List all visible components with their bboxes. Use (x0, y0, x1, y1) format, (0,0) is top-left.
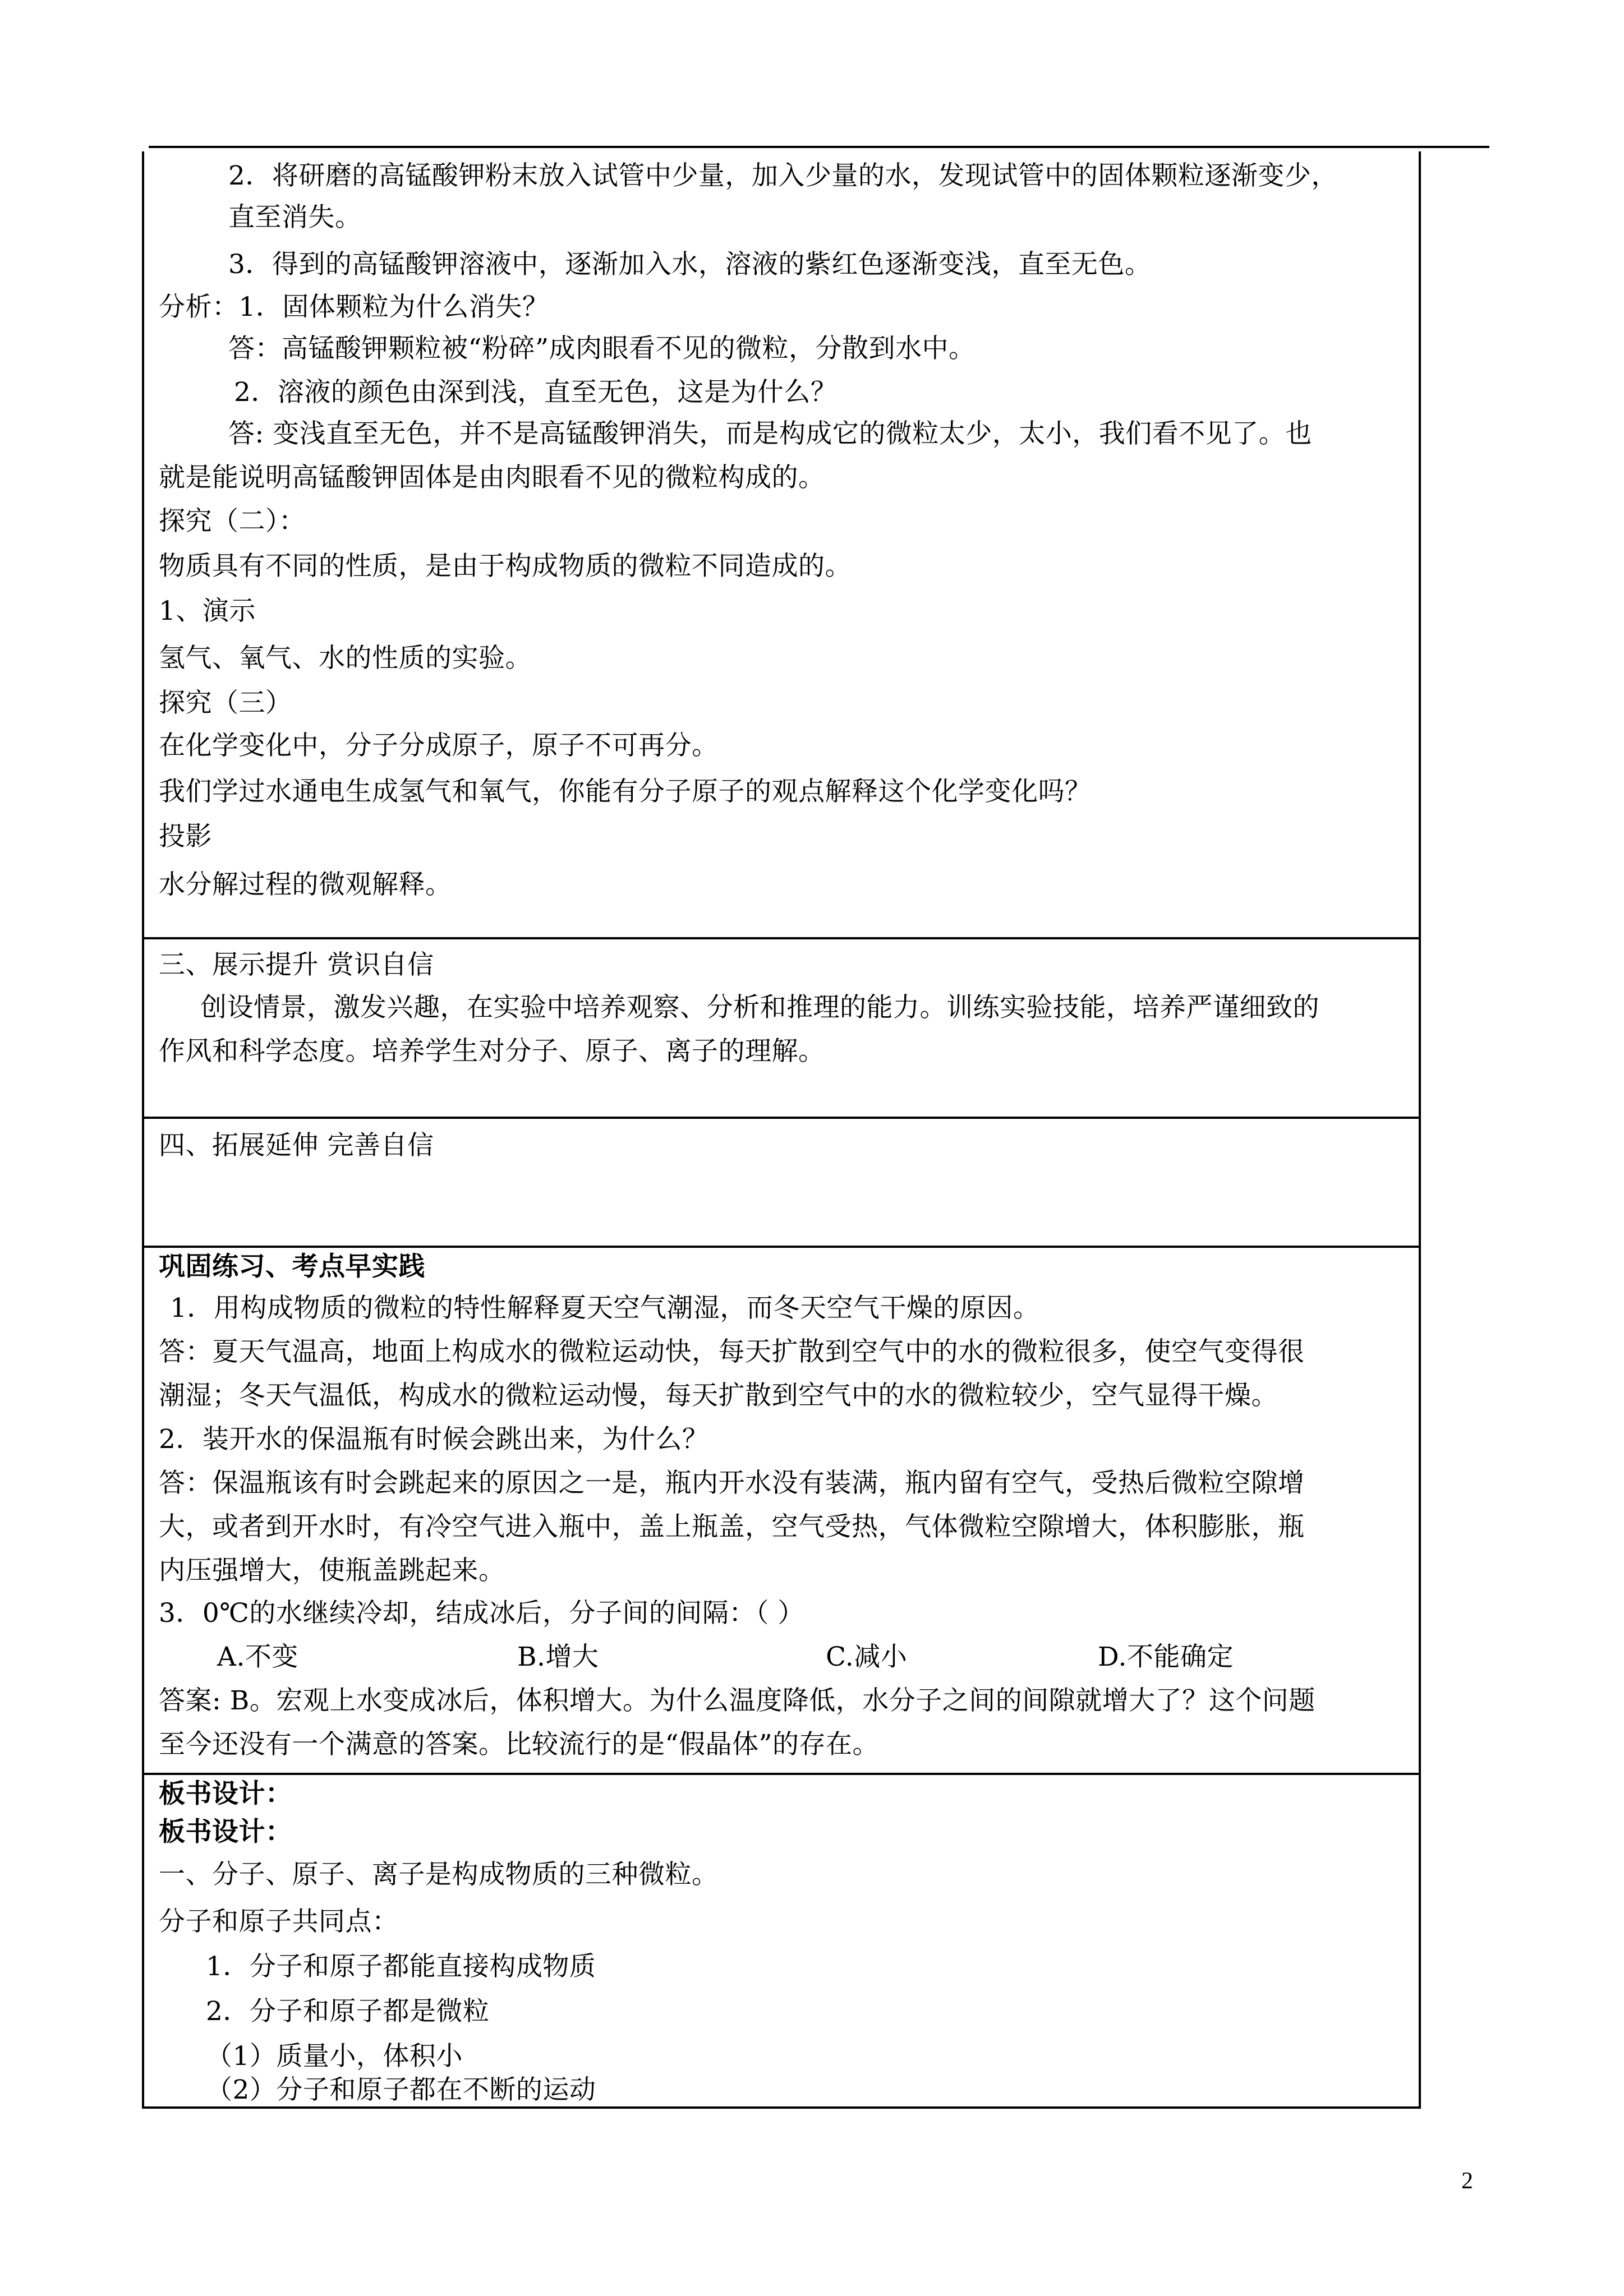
option-d: D.不能确定 (1098, 1642, 1234, 1672)
text-line: （1）质量小，体积小 (206, 2041, 463, 2072)
text-line: 氢气、氧气、水的性质的实验。 (159, 643, 532, 674)
question-line: 1．用构成物质的微粒的特性解释夏天空气潮湿，而冬天空气干燥的原因。 (170, 1293, 1040, 1324)
text-line: 就是能说明高锰酸钾固体是由肉眼看不见的微粒构成的。 (159, 462, 825, 493)
answer-line: 答案: B。宏观上水变成冰后，体积增大。为什么温度降低，水分子之间的间隙就增大了？这个问题 (159, 1685, 1315, 1716)
text-line: 分子和原子共同点： (159, 1906, 399, 1937)
header-rule (149, 146, 1489, 148)
answer-line: 答：保温瓶该有时会跳起来的原因之一是，瓶内开水没有装满，瓶内留有空气，受热后微粒空隙增 (159, 1468, 1305, 1499)
text-line: 探究（二）： (159, 506, 306, 537)
answer-line: 内压强增大，使瓶盖跳起来。 (159, 1555, 505, 1586)
option-c: C.减小 (826, 1642, 908, 1672)
lesson-section-showcase (142, 939, 1421, 1119)
text-line: 3．得到的高锰酸钾溶液中，逐渐加入水，溶液的紫红色逐渐变浅，直至无色。 (228, 249, 1152, 280)
section-heading: 四、拓展延伸 完善自信 (159, 1130, 434, 1161)
text-line: 直至消失。 (228, 202, 362, 233)
answer-line: 至今还没有一个满意的答案。比较流行的是“假晶体”的存在。 (159, 1729, 880, 1760)
text-line: 2．溶液的颜色由深到浅，直至无色，这是为什么？ (234, 377, 838, 408)
text-line: 我们学过水通电生成氢气和氧气，你能有分子原子的观点解释这个化学变化吗？ (159, 776, 1092, 807)
answer-line: 潮湿；冬天气温低，构成水的微粒运动慢，每天扩散到空气中的水的微粒较少，空气显得干燥。 (159, 1380, 1278, 1411)
answer-line: 大，或者到开水时，有冷空气进入瓶中，盖上瓶盖，空气受热，气体微粒空隙增大，体积膨胀，瓶 (159, 1511, 1305, 1542)
option-a: A.不变 (217, 1642, 298, 1672)
lesson-section-inquiry (142, 151, 1421, 939)
page-number: 2 (1461, 2168, 1473, 2194)
question-line: 2．装开水的保温瓶有时候会跳出来，为什么？ (159, 1424, 709, 1455)
section-title: 板书设计： (159, 1816, 292, 1847)
text-line: 作风和科学态度。培养学生对分子、原子、离子的理解。 (159, 1036, 825, 1067)
option-b: B.增大 (517, 1642, 599, 1672)
text-line: 分析：1．固体颗粒为什么消失？ (159, 292, 549, 322)
text-line: 答: 变浅直至无色，并不是高锰酸钾消失，而是构成它的微粒太少，太小，我们看不见了。也 (228, 418, 1312, 449)
lesson-section-board-design (142, 1775, 1421, 2109)
text-line: 物质具有不同的性质，是由于构成物质的微粒不同造成的。 (159, 551, 852, 582)
section-heading: 三、展示提升 赏识自信 (159, 949, 434, 980)
text-line: 1、演示 (159, 596, 256, 626)
text-line: 投影 (159, 821, 212, 852)
answer-line: 答：夏天气温高，地面上构成水的微粒运动快，每天扩散到空气中的水的微粒很多，使空气变得很 (159, 1336, 1305, 1367)
text-line: 一、分子、原子、离子是构成物质的三种微粒。 (159, 1859, 719, 1890)
text-line: 水分解过程的微观解释。 (159, 869, 452, 900)
text-line: 探究（三） (159, 688, 292, 718)
section-title: 巩固练习、考点早实践 (159, 1251, 425, 1282)
text-line: 2．将研磨的高锰酸钾粉末放入试管中少量，加入少量的水，发现试管中的固体颗粒逐渐变少， (228, 160, 1338, 191)
text-line: 在化学变化中，分子分成原子，原子不可再分。 (159, 730, 719, 761)
text-line: （2）分子和原子都在不断的运动 (206, 2074, 596, 2105)
section-title: 板书设计： (159, 1778, 292, 1809)
question-line: 3．0℃的水继续冷却，结成冰后，分子间的间隔：（ ） (159, 1598, 804, 1629)
text-line: 1．分子和原子都能直接构成物质 (206, 1951, 596, 1982)
text-line: 2．分子和原子都是微粒 (206, 1996, 490, 2027)
lesson-section-extension (142, 1119, 1421, 1248)
text-line: 答：高锰酸钾颗粒被“粉碎”成肉眼看不见的微粒，分散到水中。 (228, 333, 976, 364)
lesson-section-practice (142, 1248, 1421, 1775)
text-line: 创设情景，激发兴趣，在实验中培养观察、分析和推理的能力。训练实验技能，培养严谨细致的 (200, 992, 1319, 1023)
